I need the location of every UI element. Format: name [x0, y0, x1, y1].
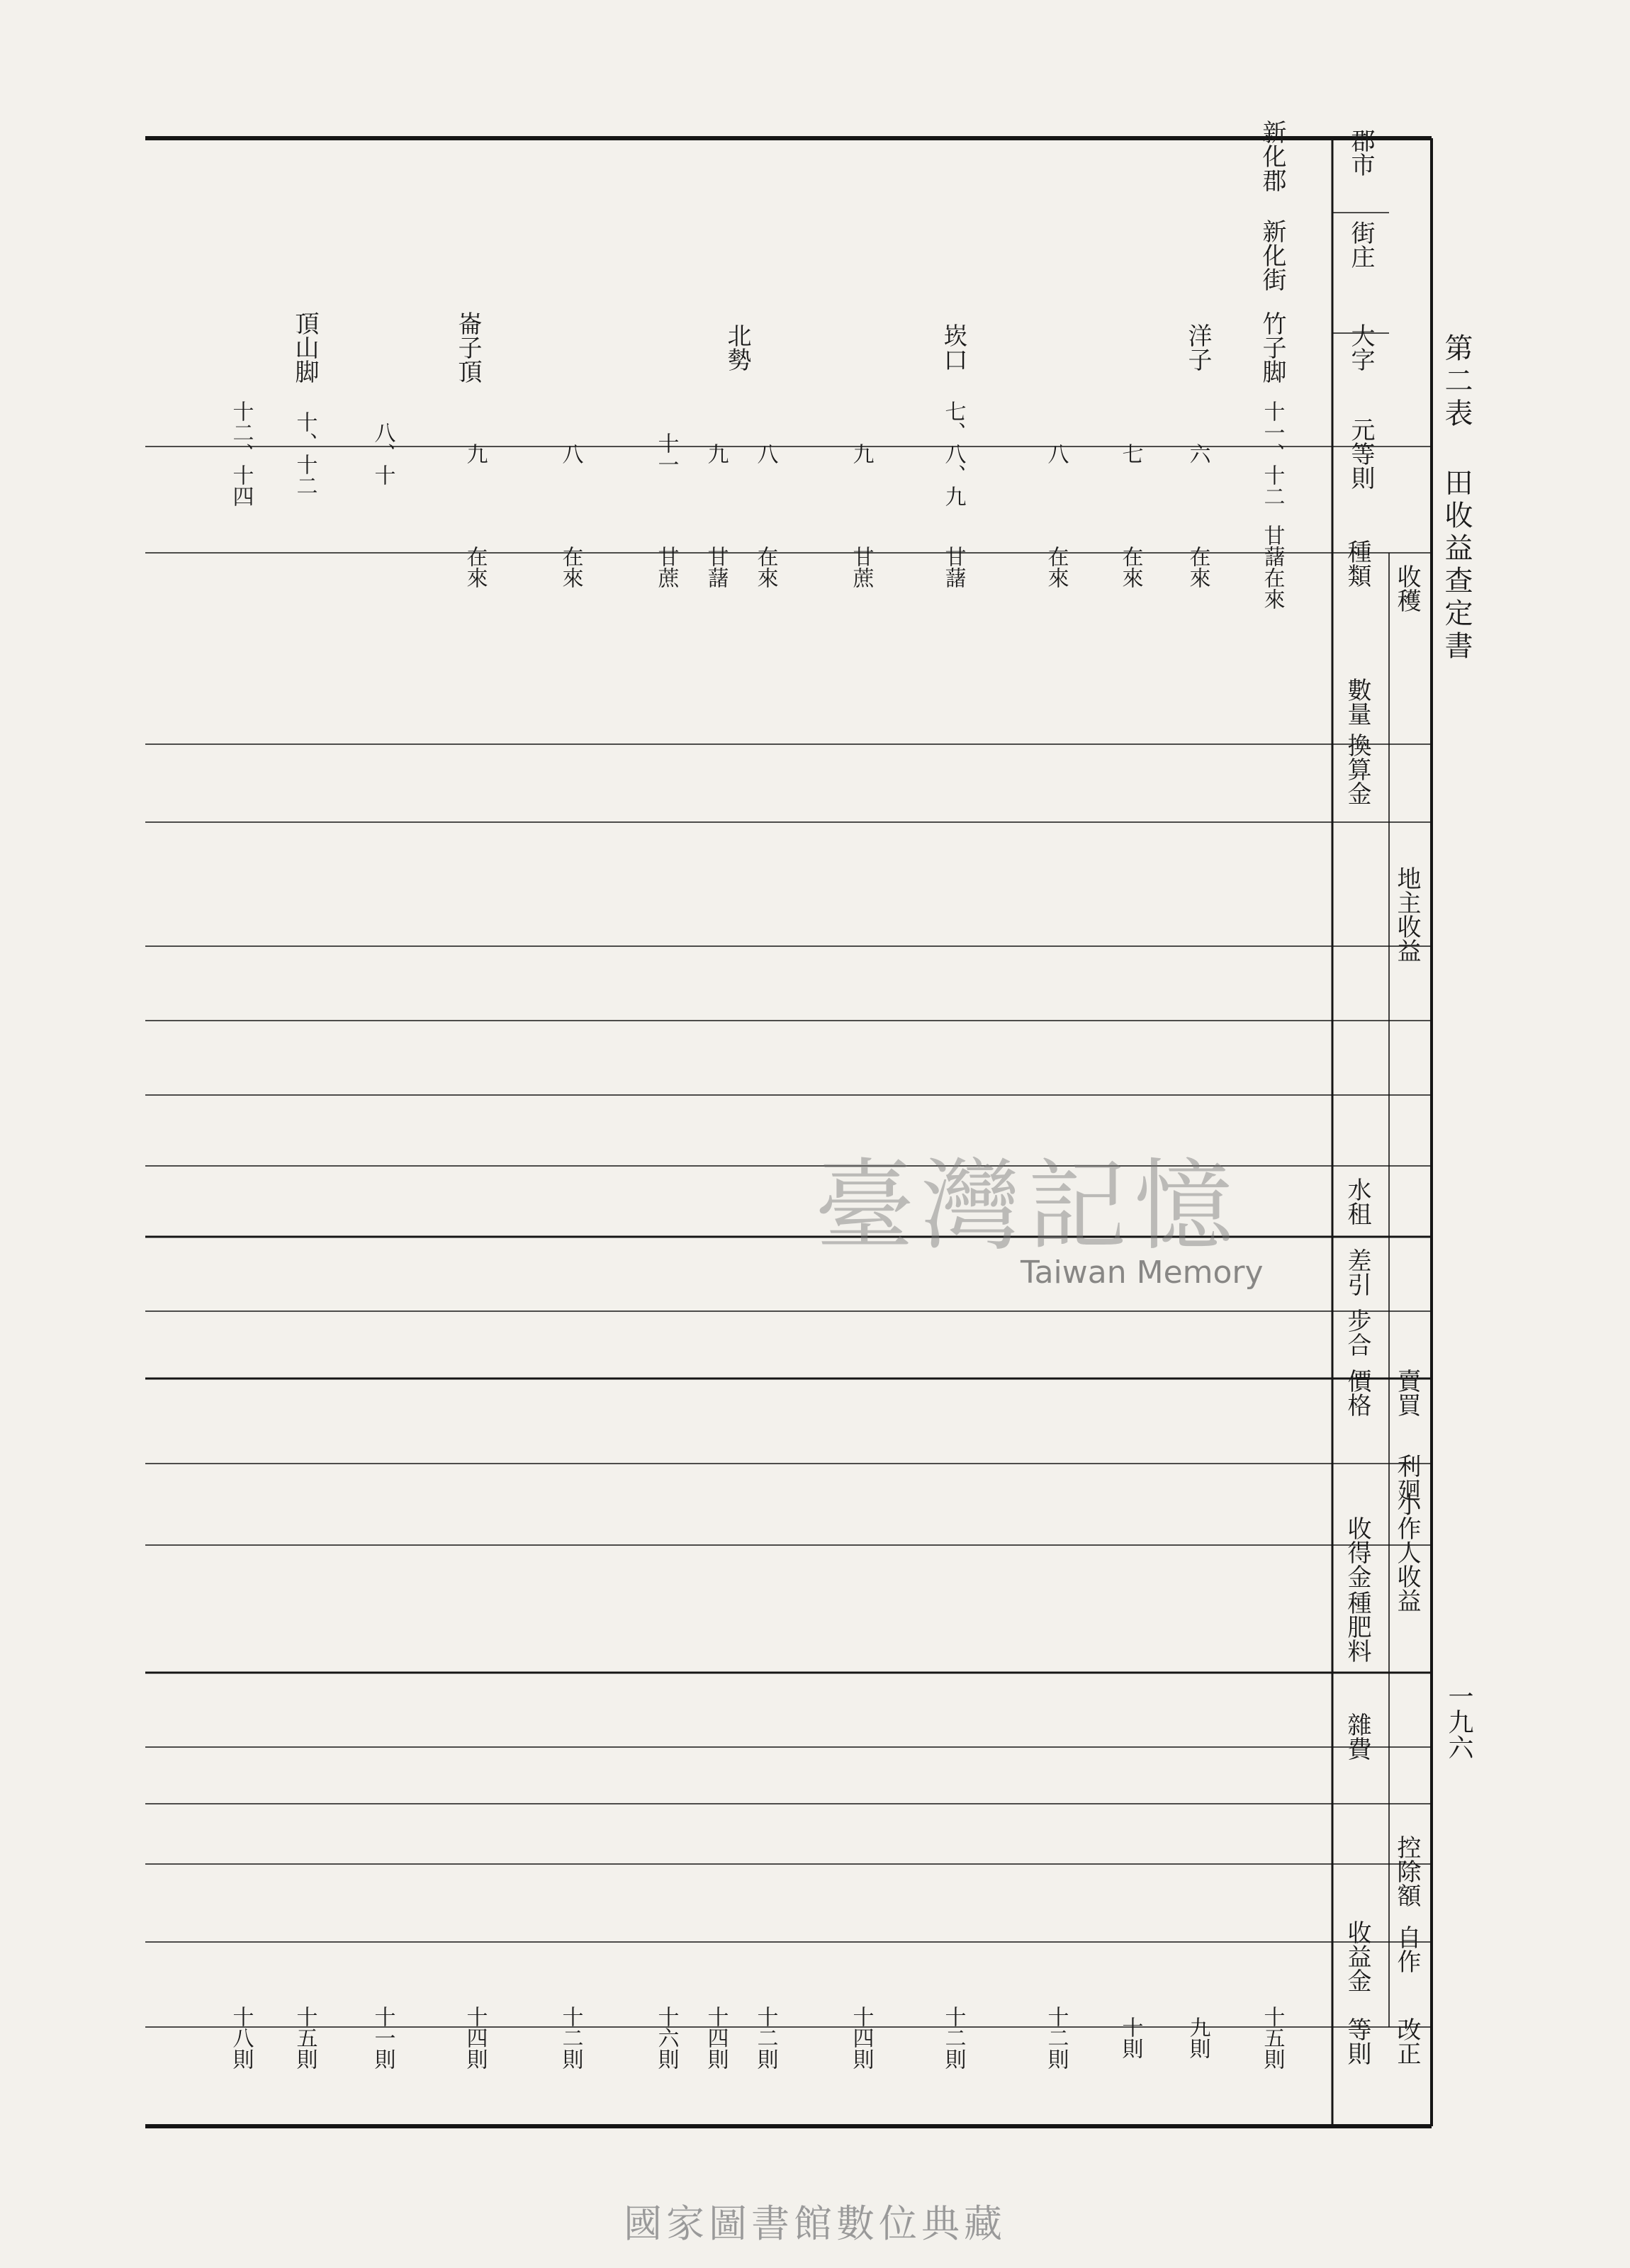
watermark-main: 臺灣記憶	[815, 1149, 1241, 1264]
header-label: 收穫	[1393, 564, 1421, 612]
crop-cell: 甘藷	[940, 546, 966, 588]
village-name: 洋子	[1184, 323, 1212, 371]
new-grade-cell: 十四則	[462, 2006, 488, 2070]
village-name: 崁口	[939, 323, 967, 371]
grade-cell: 七	[1118, 443, 1143, 464]
new-grade-cell: 十五則	[1259, 2006, 1285, 2070]
new-grade-cell: 十二則	[558, 2006, 583, 2070]
header-label: 利廻	[1393, 1454, 1421, 1502]
new-grade-cell: 十六則	[653, 2006, 679, 2070]
header-label: 街庄	[1347, 220, 1375, 269]
crop-cell: 在來	[462, 546, 488, 588]
new-grade-cell: 十五則	[292, 2006, 317, 2070]
header-label: 大字	[1347, 323, 1375, 371]
new-grade-cell: 十四則	[848, 2006, 874, 2070]
header-label: 步合	[1343, 1308, 1371, 1357]
crop-cell: 在來	[1043, 546, 1069, 588]
grade-cell: 十一	[653, 432, 679, 475]
grade-cell: 十一、十二	[1259, 400, 1285, 507]
village-name: 北勢	[723, 323, 751, 371]
header-label: 價格	[1343, 1369, 1371, 1417]
crop-cell: 在來	[1185, 546, 1210, 588]
header-label: 地主收益	[1393, 866, 1421, 962]
crop-cell: 在來	[1118, 546, 1143, 588]
crop-cell: 在來	[558, 546, 583, 588]
header-label: 換算金	[1343, 733, 1371, 805]
crop-cell: 甘藷	[703, 546, 729, 588]
margin-title: 第二表 田收益查定書	[1440, 333, 1473, 663]
crop-cell: 甘蔗	[848, 546, 874, 588]
grade-cell: 十二、十四	[228, 400, 254, 507]
grade-cell: 九	[848, 443, 874, 464]
grade-cell: 八	[1043, 443, 1069, 464]
new-grade-cell: 九則	[1185, 2016, 1210, 2059]
grade-cell: 八、十	[370, 422, 395, 485]
grade-cell: 九	[462, 443, 488, 464]
grade-cell: 十、十二	[292, 411, 317, 496]
new-grade-cell: 十二則	[940, 2006, 966, 2070]
header-label: 水租	[1343, 1177, 1371, 1225]
grade-cell: 八	[753, 443, 778, 464]
grade-cell: 八	[558, 443, 583, 464]
new-grade-cell: 十四則	[703, 2006, 729, 2070]
header-label: 數量	[1343, 678, 1371, 726]
grade-cell: 六	[1185, 443, 1210, 464]
watermark-sub: Taiwan Memory	[1021, 1254, 1264, 1291]
header-label: 收益金	[1343, 1920, 1371, 1992]
grade-cell: 七、八、九	[940, 400, 966, 507]
header-label: 元等則	[1347, 417, 1375, 490]
header-label: 種肥料	[1343, 1590, 1371, 1663]
village-name: 竹子脚	[1258, 311, 1286, 383]
town-name: 新化街	[1258, 219, 1286, 291]
grade-cell: 九	[703, 443, 729, 464]
new-grade-cell: 十一則	[370, 2006, 395, 2070]
new-grade-cell: 十則	[1118, 2016, 1143, 2059]
header-label: 控除額	[1393, 1835, 1421, 1907]
village-name: 頂山脚	[291, 311, 319, 383]
county-name: 新化郡	[1258, 120, 1286, 192]
crop-cell: 甘藷在來	[1259, 524, 1285, 610]
village-name: 崙子頂	[454, 311, 482, 383]
header-label: 差引	[1343, 1248, 1371, 1296]
new-grade-cell: 十二則	[1043, 2006, 1069, 2070]
header-label: 種類	[1343, 539, 1371, 588]
crop-cell: 在來	[753, 546, 778, 588]
header-label: 改正	[1393, 2017, 1421, 2065]
new-grade-cell: 十二則	[753, 2006, 778, 2070]
header-label: 賣買	[1393, 1369, 1421, 1417]
header-label: 收得金	[1343, 1516, 1371, 1588]
header-label: 自作	[1393, 1925, 1421, 1973]
header-label: 小作人收益	[1393, 1492, 1421, 1612]
new-grade-cell: 十八則	[228, 2006, 254, 2070]
header-label: 雜費	[1343, 1712, 1371, 1761]
header-label: 等則	[1343, 2017, 1371, 2065]
crop-cell: 甘蔗	[653, 546, 679, 588]
page-number: 一九六	[1444, 1683, 1473, 1760]
header-label: 郡市	[1347, 128, 1375, 176]
footer-credit: 國家圖書館數位典藏	[624, 2201, 1006, 2246]
